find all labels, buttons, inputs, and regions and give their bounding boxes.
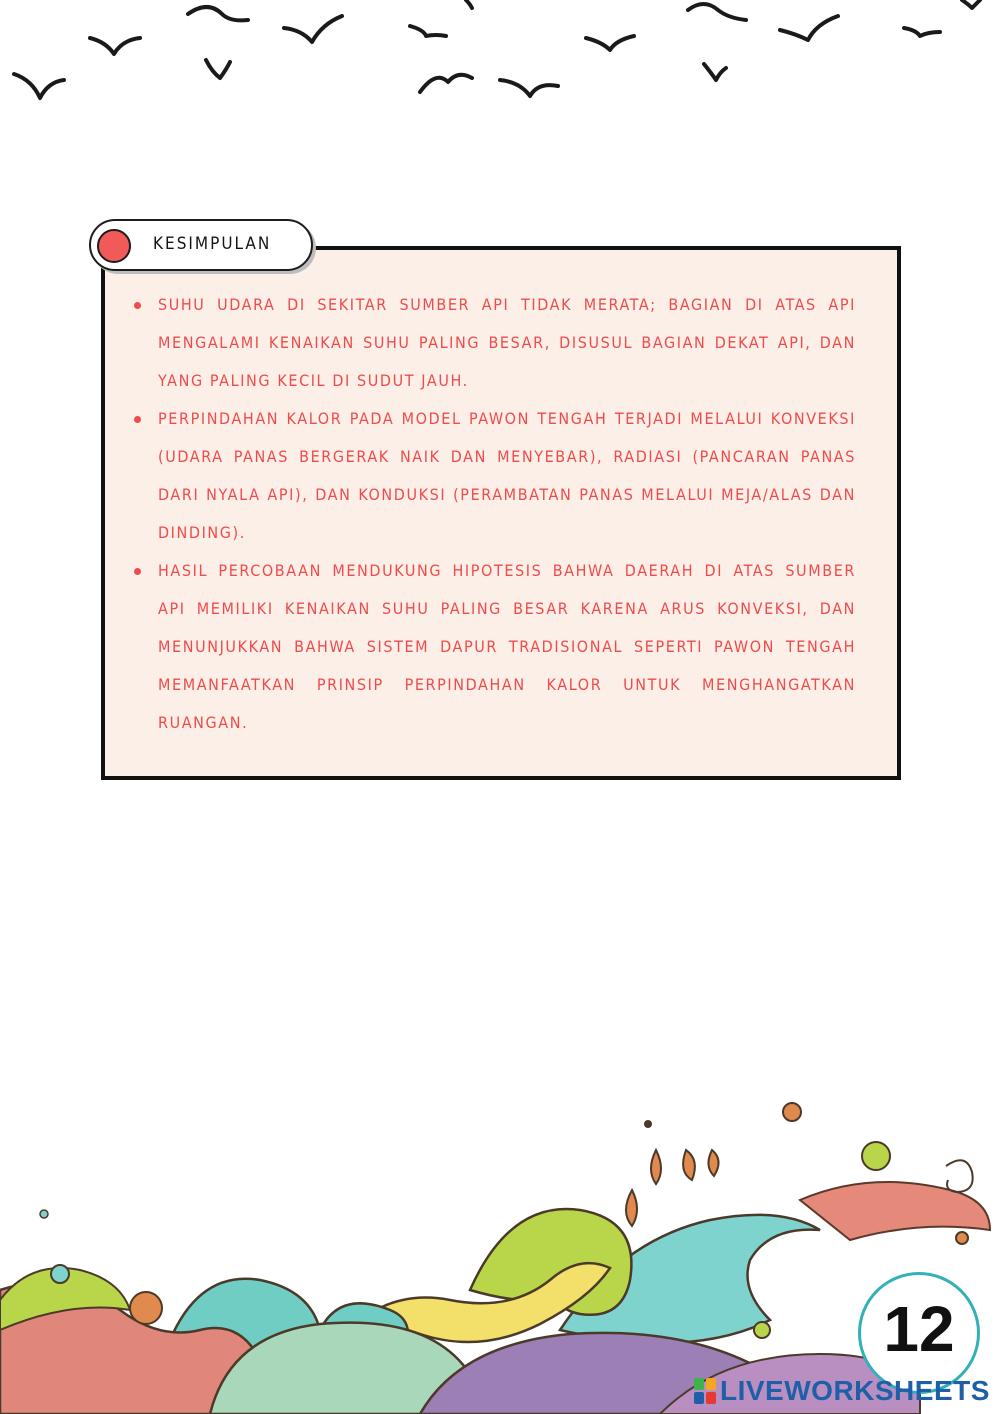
conclusion-item: PERPINDAHAN KALOR PADA MODEL PAWON TENGAH TERJADI MELALUI KONVEKSI (UDARA PANAS BERGERAK NAIK DAN MENYEBAR), RADIASI (PANCARAN PANAS DARI NYALA API), DAN KONDUKSI (PERAMBATAN PANAS MELALUI MEJA/ALAS DAN DINDING).	[158, 400, 856, 552]
liveworksheets-logo-icon	[694, 1378, 716, 1404]
page-number: 12	[883, 1293, 955, 1365]
doodle-waves-icon	[0, 1090, 1000, 1414]
red-dot-icon	[97, 229, 131, 263]
liveworksheets-watermark	[694, 1374, 992, 1408]
flying-birds-icon	[0, 0, 1000, 120]
conclusion-title: KESIMPULAN	[153, 234, 272, 254]
watermark-text: LIVEWORKSHEETS	[720, 1375, 990, 1406]
conclusion-tag	[89, 219, 313, 271]
conclusion-list	[158, 286, 856, 742]
conclusion-item: SUHU UDARA DI SEKITAR SUMBER API TIDAK MERATA; BAGIAN DI ATAS API MENGALAMI KENAIKAN SUHU PALING BESAR, DISUSUL BAGIAN DEKAT API, DAN YANG PALING KECIL DI SUDUT JAUH.	[158, 286, 856, 400]
conclusion-item: HASIL PERCOBAAN MENDUKUNG HIPOTESIS BAHWA DAERAH DI ATAS SUMBER API MEMILIKI KENAIKAN SUHU PALING BESAR KARENA ARUS KONVEKSI, DAN MENUNJUKKAN BAHWA SISTEM DAPUR TRADISIONAL SEPERTI PAWON TENGAH MEMANFAATKAN PRINSIP PERPINDAHAN KALOR UNTUK MENGHANGATKAN RUANGAN.	[158, 552, 856, 742]
